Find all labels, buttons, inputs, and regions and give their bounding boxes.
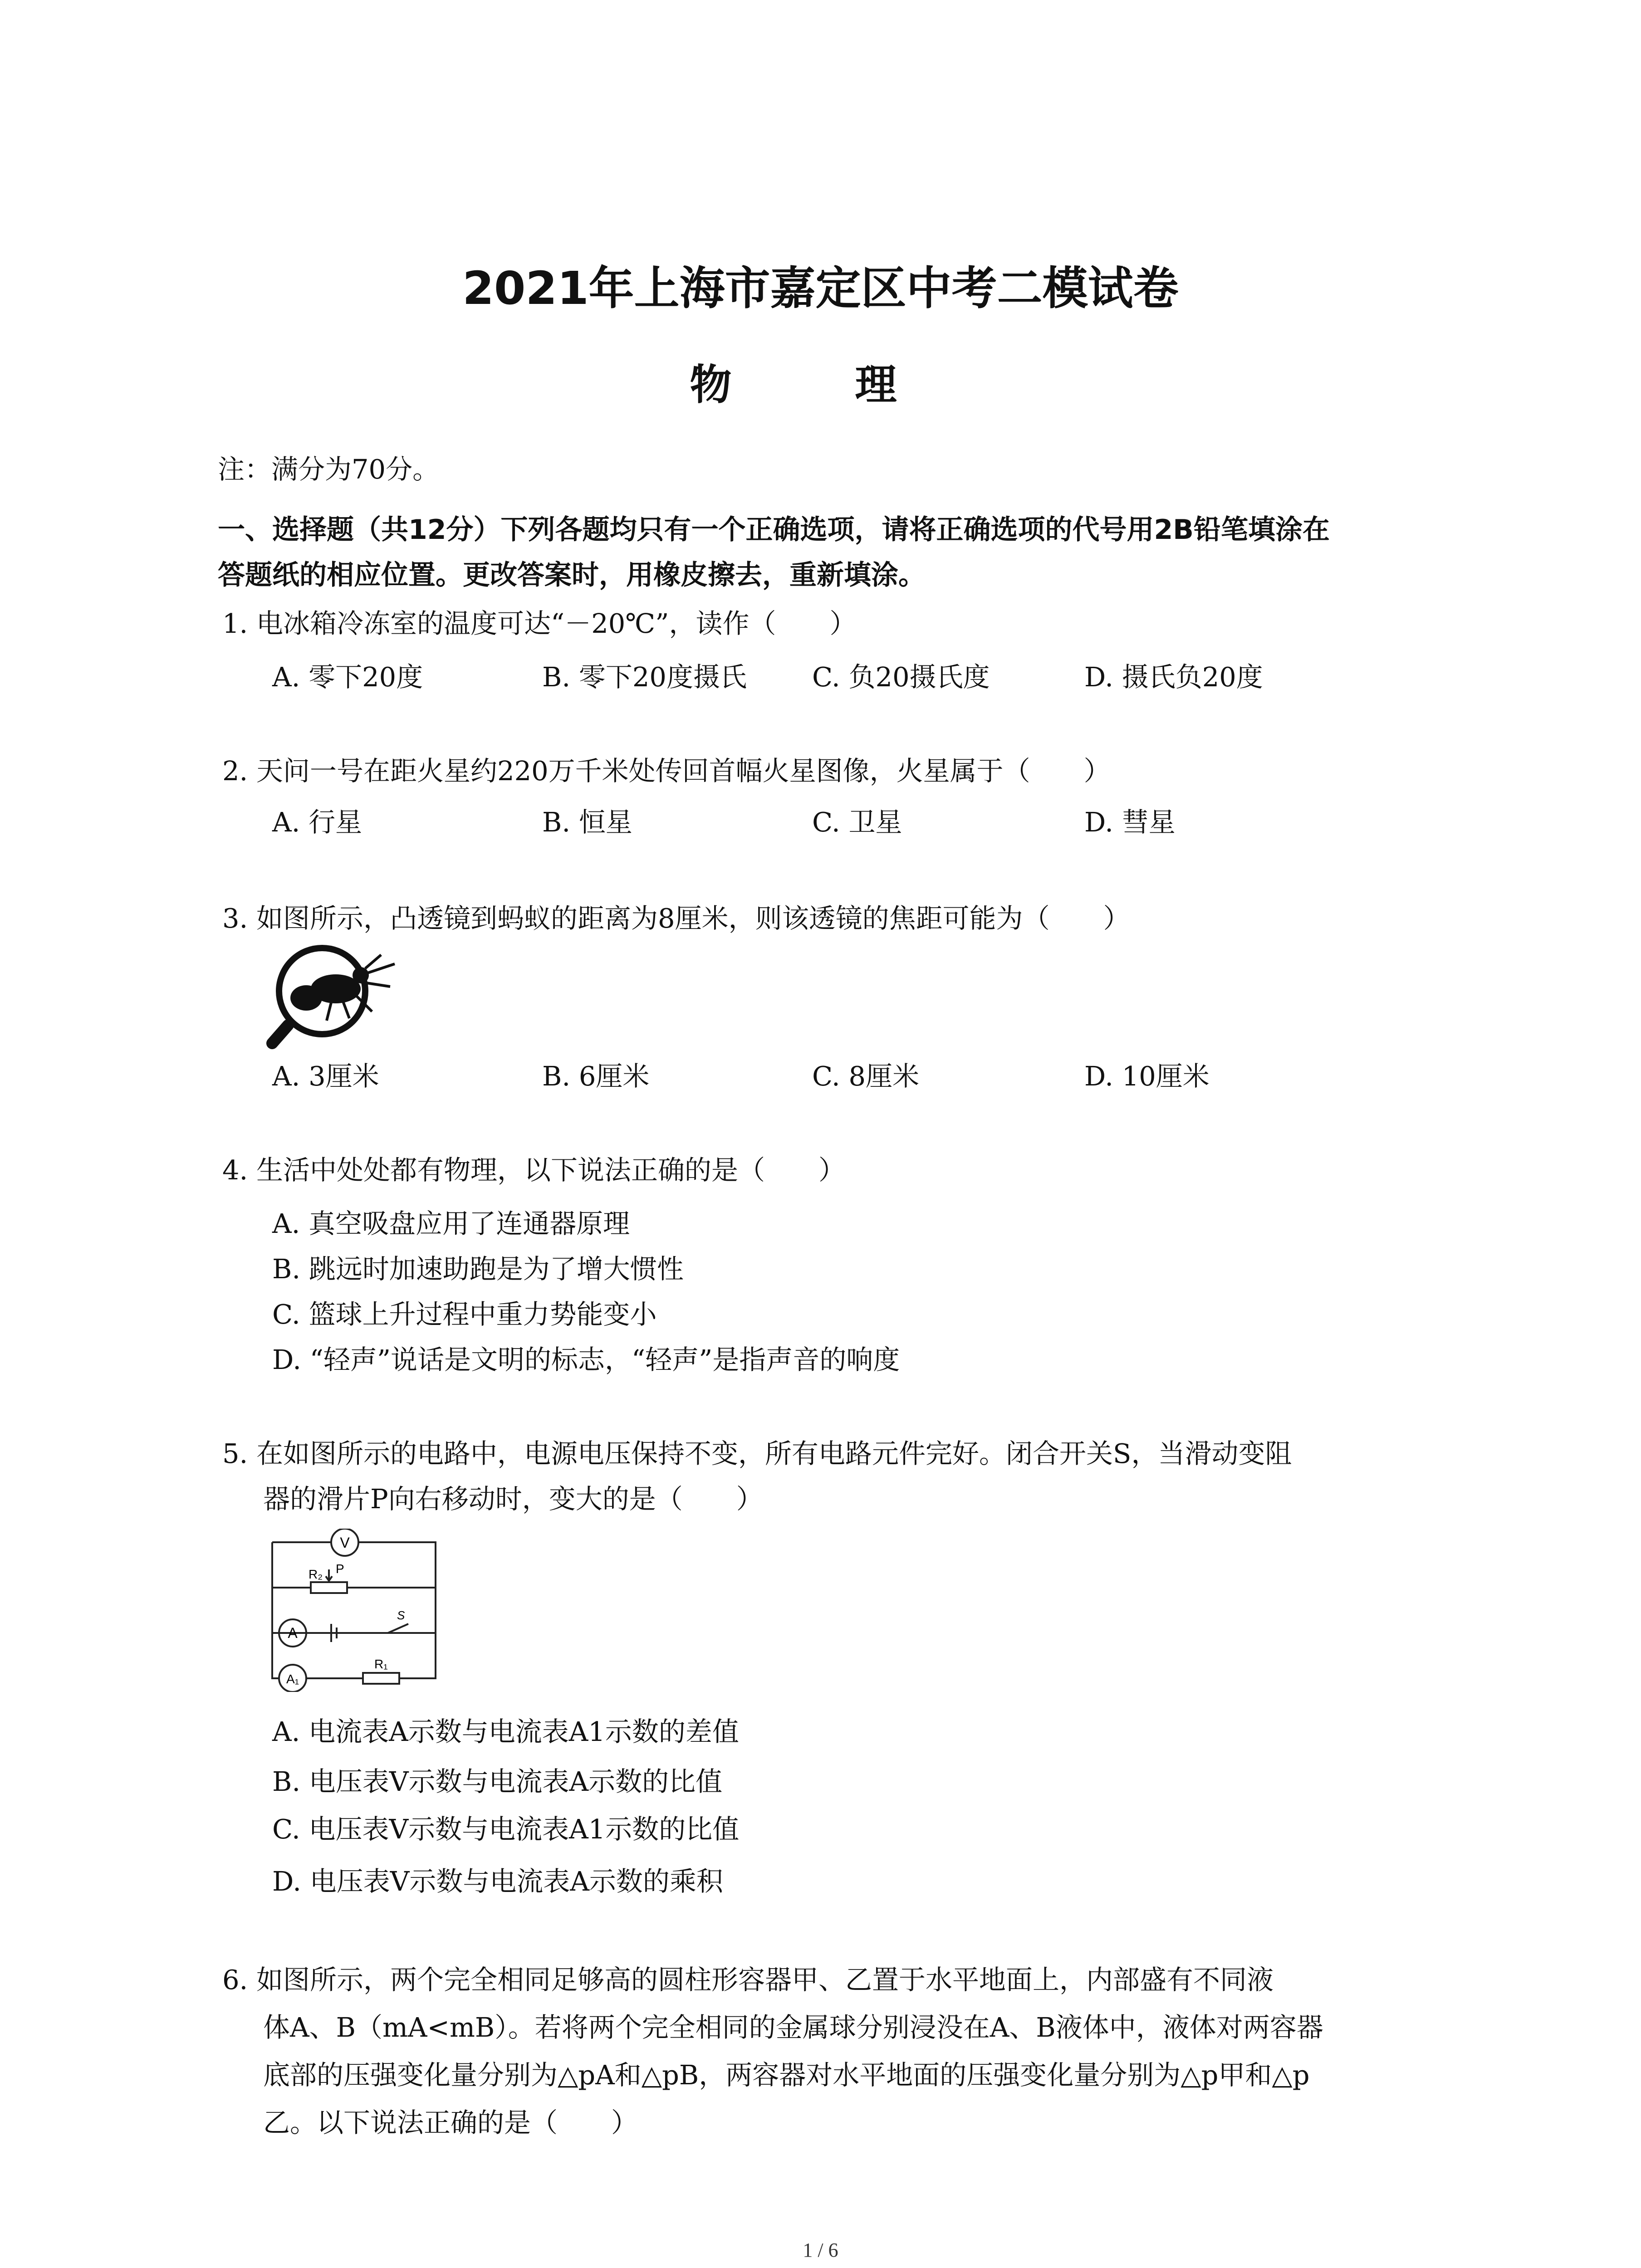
question-1-option-b: B. 零下20度摄氏 xyxy=(542,661,747,693)
question-3-option-d: D. 10厘米 xyxy=(1084,1061,1210,1092)
question-6-line3: 底部的压强变化量分别为△pA和△pB，两容器对水平地面的压强变化量分别为△p甲和△p xyxy=(263,2059,1310,2091)
question-6-line1: 6. 如图所示，两个完全相同足够高的圆柱形容器甲、乙置于水平地面上，内部盛有不同液 xyxy=(222,1964,1274,1995)
voltmeter-label: V xyxy=(340,1535,350,1551)
question-5-option-a: A. 电流表A示数与电流表A1示数的差值 xyxy=(272,1716,739,1747)
section-heading-line2: 答题纸的相应位置。更改答案时，用橡皮擦去，重新填涂。 xyxy=(218,559,926,591)
question-4-option-a: A. 真空吸盘应用了连通器原理 xyxy=(272,1208,630,1239)
question-4-stem: 4. 生活中处处都有物理，以下说法正确的是（ ） xyxy=(222,1154,846,1186)
question-2-option-b: B. 恒星 xyxy=(542,807,632,838)
ammeter-a1-label: A₁ xyxy=(286,1672,299,1686)
question-3-option-b: B. 6厘米 xyxy=(542,1061,650,1092)
question-2-stem: 2. 天问一号在距火星约220万千米处传回首幅火星图像，火星属于（ ） xyxy=(222,755,1111,787)
r2-label: R₂ xyxy=(309,1567,323,1581)
r1-label: R₁ xyxy=(374,1657,388,1671)
question-3-option-c: C. 8厘米 xyxy=(812,1061,920,1092)
question-1-stem: 1. 电冰箱冷冻室的温度可达“－20℃”，读作（ ） xyxy=(222,608,857,639)
question-5-stem-line1: 5. 在如图所示的电路中，电源电压保持不变，所有电路元件完好。闭合开关S，当滑动变阻 xyxy=(222,1438,1292,1469)
exam-title: 2021年上海市嘉定区中考二模试卷 xyxy=(462,262,1179,315)
question-4-option-b: B. 跳远时加速助跑是为了增大惯性 xyxy=(272,1253,684,1285)
question-1-option-c: C. 负20摄氏度 xyxy=(812,661,990,693)
question-6-line4: 乙。以下说法正确的是（ ） xyxy=(263,2107,638,2138)
question-6-line2: 体A、B（mA<mB）。若将两个完全相同的金属球分别浸没在A、B液体中，液体对两容器 xyxy=(263,2012,1323,2043)
question-5-stem-line2: 器的滑片P向右移动时，变大的是（ ） xyxy=(263,1483,763,1515)
question-4-option-c: C. 篮球上升过程中重力势能变小 xyxy=(272,1299,657,1330)
ammeter-a-label: A xyxy=(288,1625,298,1641)
section-heading-line1: 一、选择题（共12分）下列各题均只有一个正确选项，请将正确选项的代号用2B铅笔填涂在 xyxy=(218,514,1330,546)
question-2-option-c: C. 卫星 xyxy=(812,807,902,838)
question-3-stem: 3. 如图所示，凸透镜到蚂蚁的距离为8厘米，则该透镜的焦距可能为（ ） xyxy=(222,903,1130,934)
question-3-option-a: A. 3厘米 xyxy=(272,1061,379,1092)
question-5-option-c: C. 电压表V示数与电流表A1示数的比值 xyxy=(272,1813,740,1845)
question-1-option-d: D. 摄氏负20度 xyxy=(1084,661,1263,693)
question-2-option-a: A. 行星 xyxy=(272,807,362,838)
slider-p-label: P xyxy=(336,1562,344,1576)
question-5-option-d: D. 电压表V示数与电流表A示数的乘积 xyxy=(272,1866,723,1897)
ant-magnifier-figure xyxy=(263,943,417,1052)
question-1-option-a: A. 零下20度 xyxy=(272,661,423,693)
question-4-option-d: D. “轻声”说话是文明的标志，“轻声”是指声音的响度 xyxy=(272,1344,900,1375)
question-5-option-b: B. 电压表V示数与电流表A示数的比值 xyxy=(272,1766,723,1797)
switch-s-label: S xyxy=(397,1608,405,1622)
score-note: 注：满分为70分。 xyxy=(218,454,440,485)
page-number: 1 / 6 xyxy=(803,2239,838,2261)
subject-title: 物 理 xyxy=(690,361,951,409)
circuit-diagram xyxy=(263,1529,454,1692)
question-2-option-d: D. 彗星 xyxy=(1084,807,1176,838)
